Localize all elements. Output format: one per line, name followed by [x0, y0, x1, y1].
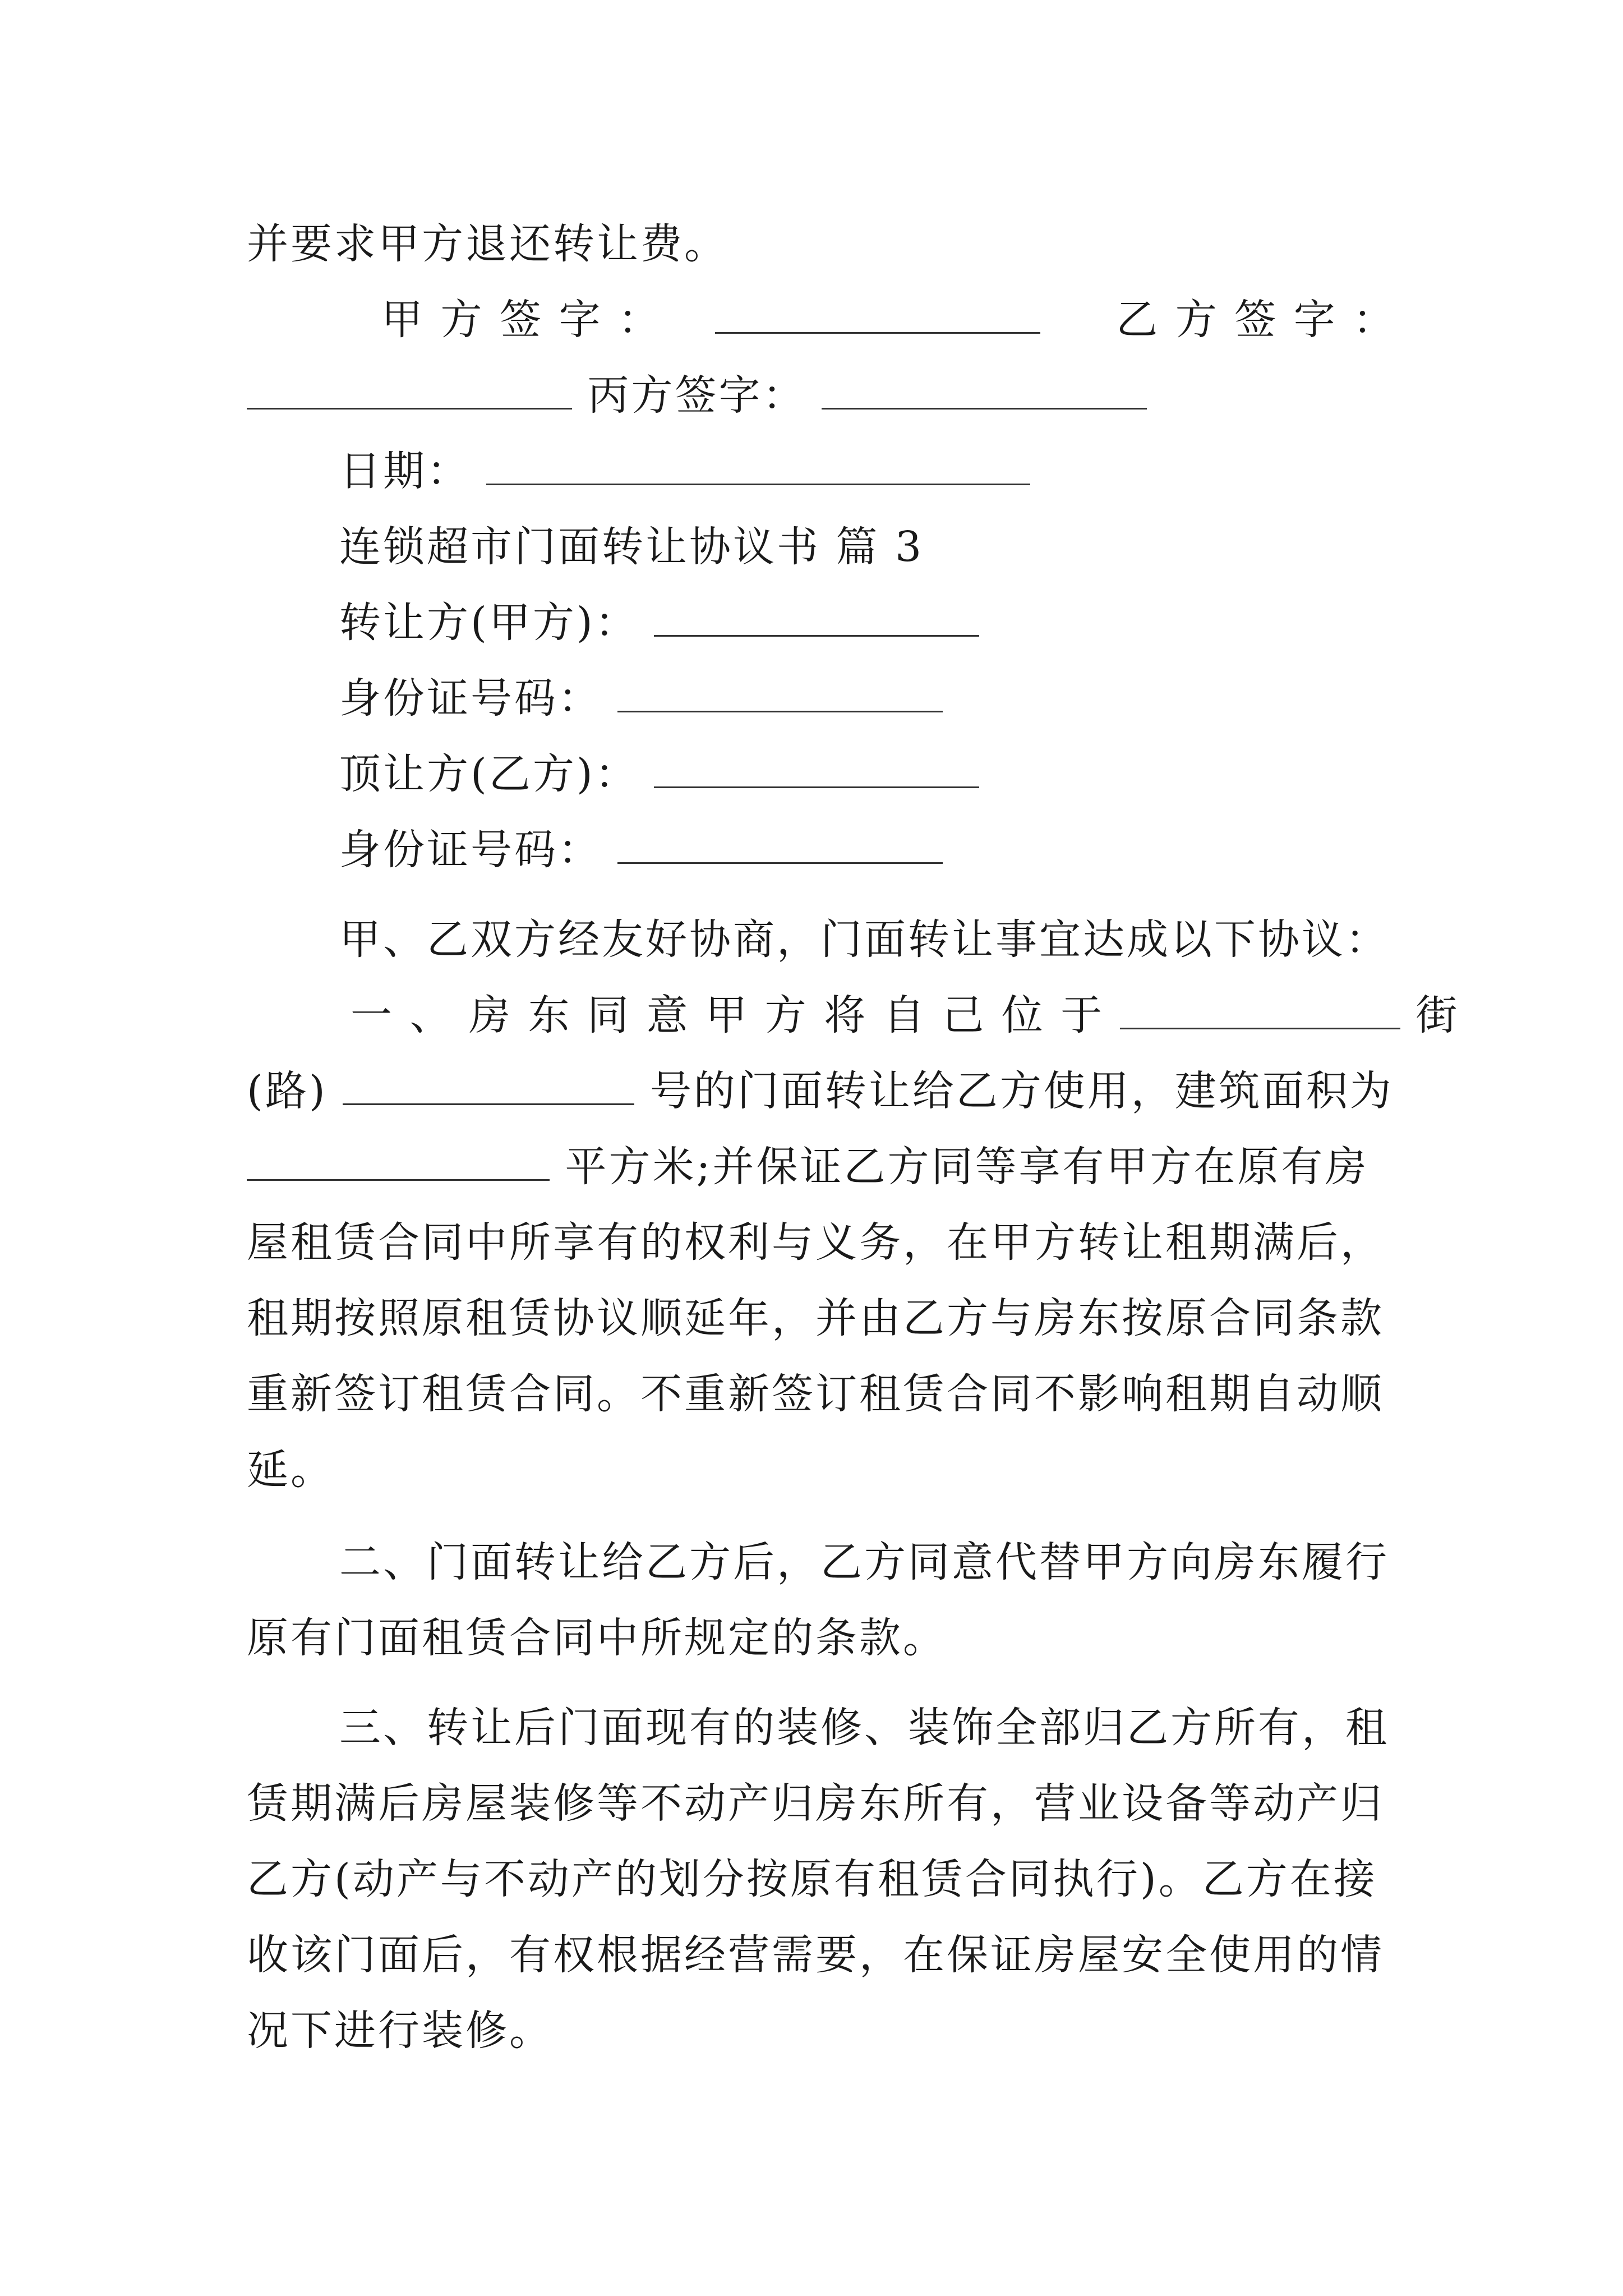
party-b-signature-label: 乙 方 签 字 ： [1116, 296, 1397, 344]
transferee-label: 顶让方(乙方)： [339, 750, 639, 798]
clause-1-text: (路) [247, 1067, 328, 1115]
agreement-title: 连锁超市门面转让协议书 篇 3 [339, 523, 924, 571]
clause-1-text: 号的门面转让给乙方使用，建筑面积为 [649, 1067, 1394, 1115]
clause-3-line [247, 1840, 1385, 1918]
clause-3-line [339, 1688, 1389, 1767]
date-label: 日期： [339, 447, 471, 495]
clause-1-line [247, 1128, 1385, 1206]
intro-paragraph: 甲、乙双方经友好协商，门面转让事宜达成以下协议： [339, 915, 1389, 964]
signature-row-2 [247, 356, 1385, 435]
clause-2-text: 二、门面转让给乙方后，乙方同意代替甲方向房东履行 [339, 1538, 1389, 1586]
id-number-blank [617, 829, 943, 864]
id-row-1 [339, 659, 1385, 738]
party-c-signature-blank [822, 374, 1147, 409]
clause-3-line [247, 1916, 1385, 1994]
street-blank [1120, 994, 1400, 1029]
transferor-blank [654, 601, 979, 637]
clause-2-line [247, 1599, 1385, 1677]
clause-3-text: 乙方(动产与不动产的划分按原有租赁合同执行)。乙方在接 [247, 1855, 1377, 1903]
clause-1-text: 街 [1415, 991, 1460, 1039]
clause-1-text: 重新签订租赁合同。不重新签订租赁合同不影响租期自动顺 [247, 1370, 1384, 1418]
transferee-blank [654, 753, 979, 788]
id-number-label: 身份证号码： [339, 674, 602, 723]
clause-1-line [247, 1052, 1394, 1130]
section-heading [339, 508, 1385, 586]
signature-row [381, 280, 1397, 359]
party-a-signature-label: 甲 方 签 字 ： [381, 296, 662, 344]
clause-3-text: 三、转让后门面现有的装修、装饰全部归乙方所有，租 [339, 1704, 1389, 1752]
text-line [339, 900, 1389, 979]
clause-3-text: 收该门面后，有权根据经营需要，在保证房屋安全使用的情 [247, 1931, 1384, 1979]
clause-3-text: 况下进行装修。 [247, 2007, 553, 2055]
clause-1-line [247, 1279, 1385, 1358]
party-a-signature-blank [715, 298, 1040, 334]
clause-1-line [247, 1203, 1385, 1282]
continuation-text: 并要求甲方退还转让费。 [247, 220, 728, 268]
transferor-label: 转让方(甲方)： [339, 599, 639, 647]
party-b-signature-blank [247, 374, 572, 409]
clause-1-text: 一 、 房 东 同 意 甲 方 将 自 己 位 于 [351, 991, 1105, 1039]
party-c-signature-label: 丙方签字： [587, 371, 806, 420]
clause-1-line [247, 1355, 1385, 1433]
clause-1-text: 平方米;并保证乙方同等享有甲方在原有房 [565, 1143, 1369, 1191]
clause-3-text: 赁期满后房屋装修等不动产归房东所有，营业设备等动产归 [247, 1779, 1384, 1828]
id-number-label: 身份证号码： [339, 826, 602, 874]
area-blank [247, 1145, 550, 1181]
id-number-blank [617, 677, 943, 712]
clause-1-text: 屋租赁合同中所享有的权利与义务，在甲方转让租期满后， [247, 1218, 1384, 1267]
clause-1-line [351, 976, 1460, 1055]
clause-3-line [247, 1764, 1385, 1843]
id-row-2 [339, 811, 1385, 889]
clause-2-text: 原有门面租赁合同中所规定的条款。 [247, 1614, 947, 1662]
clause-1-text: 租期按照原租赁协议顺延年，并由乙方与房东按原合同条款 [247, 1294, 1384, 1342]
date-row [339, 432, 1385, 510]
number-blank [343, 1070, 634, 1105]
clause-2-line [339, 1523, 1389, 1602]
clause-1-line [247, 1430, 1385, 1509]
clause-3-line [247, 1991, 1385, 2070]
date-blank [486, 450, 1030, 485]
clause-1-text: 延。 [247, 1446, 334, 1494]
transferee-row [339, 735, 1385, 813]
transferor-row [339, 583, 1385, 662]
text-line [247, 205, 1385, 283]
